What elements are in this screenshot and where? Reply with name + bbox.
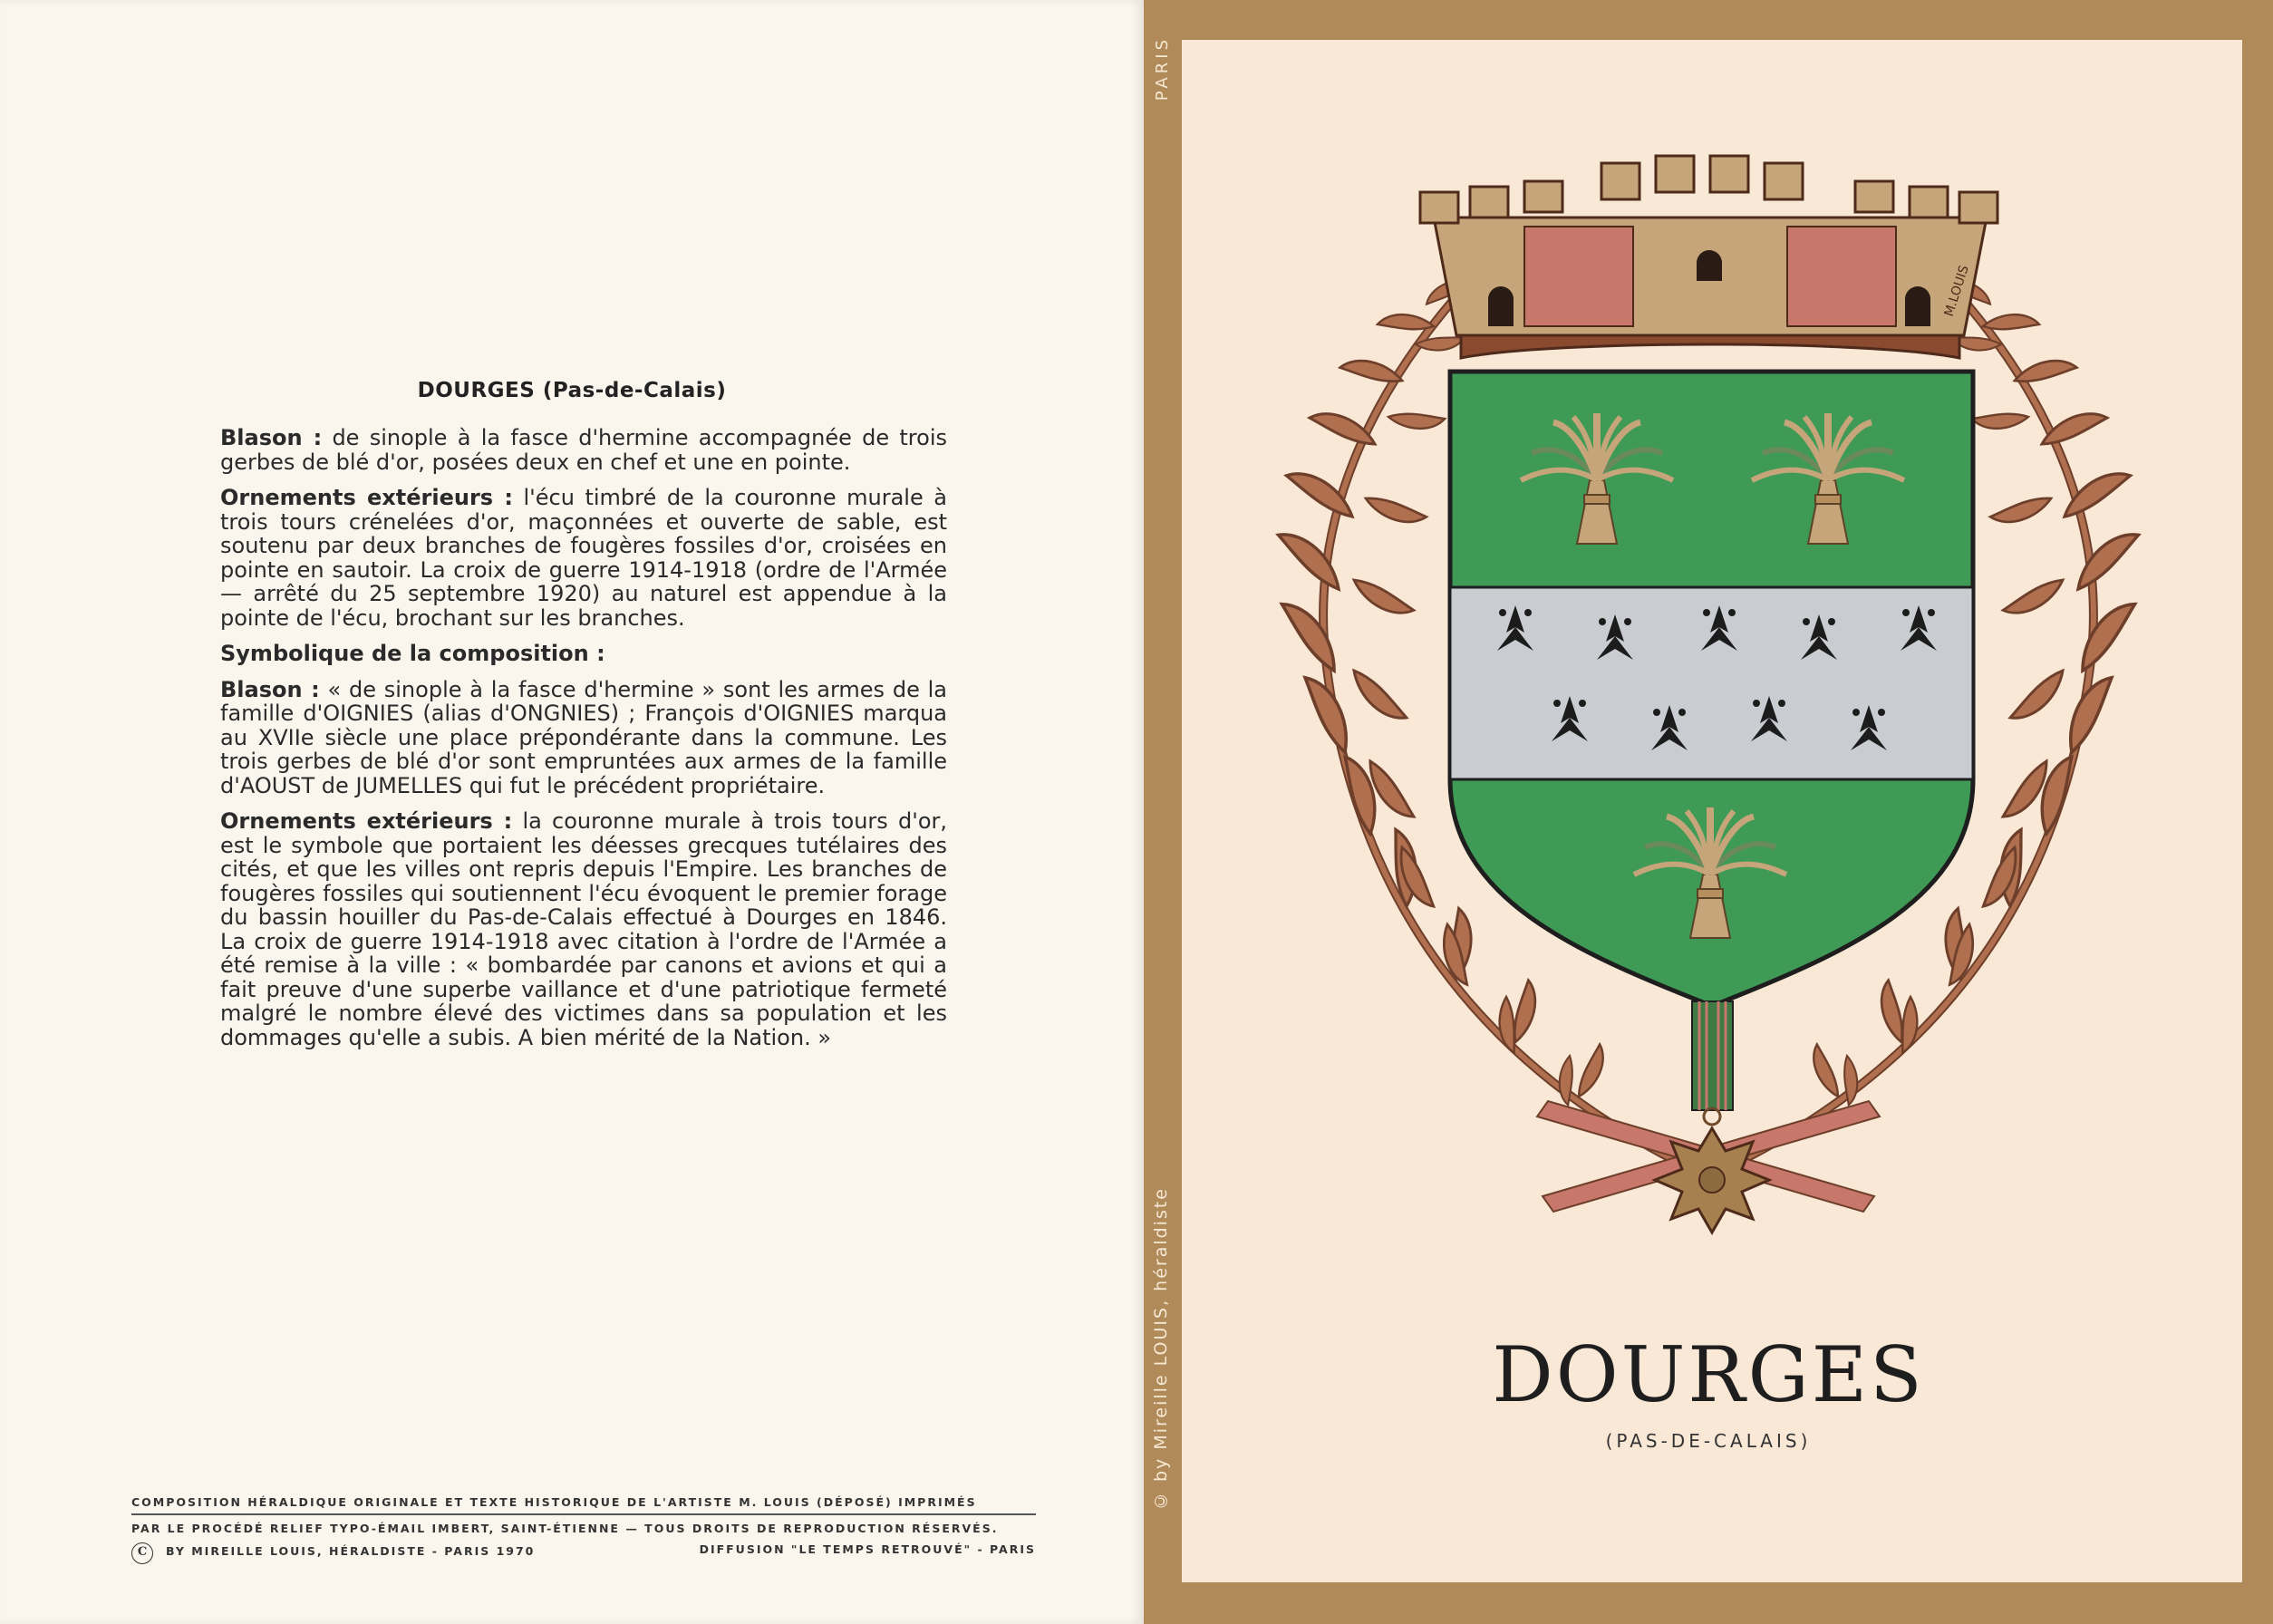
heading-title: DOURGES [417, 379, 536, 402]
paragraph [220, 678, 947, 798]
paragraph-label: Blason : [220, 676, 320, 702]
paragraph [220, 486, 947, 630]
side-text-bottom: © by Mireille LOUIS, héraldiste [1151, 1187, 1171, 1512]
paragraph [220, 426, 947, 474]
page-title: DOURGES [1492, 1330, 1925, 1419]
page-subtitle: (PAS-DE-CALAIS) [1605, 1430, 1812, 1452]
crown-signature: M.LOUIS [1941, 264, 1972, 319]
croix-de-guerre [1655, 1001, 1769, 1232]
colophon-left [131, 1542, 535, 1564]
mural-crown [1420, 156, 1997, 358]
paragraph-text: « de sinople à la fasce d'hermine » sont les armes de la famille d'OIGNIES (alias d'ONGNIES) ; François d'OIGNIES marqua au XVIIe siècle une place prépondérante dans la commune. Les trois gerbes de blé d'or sont empruntées aux armes de la famille d'AOUST de JUMELLES qui fut le précédent propriétaire. [220, 676, 948, 798]
section-heading: Symbolique de la composition : [220, 641, 605, 666]
page-heading [0, 379, 1144, 402]
paragraph-label: Ornements extérieurs : [220, 808, 513, 834]
paragraph [220, 642, 947, 666]
colophon-line: COMPOSITION HÉRALDIQUE ORIGINALE ET TEXTE HISTORIQUE DE L'ARTISTE M. LOUIS (DÉPOSÉ) IMPRIMÉS [131, 1495, 977, 1509]
divider [131, 1513, 1036, 1515]
colophon [131, 1495, 1036, 1564]
copyright-icon: C [131, 1542, 153, 1564]
colophon-right: DIFFUSION "LE TEMPS RETROUVÉ" - PARIS [699, 1542, 1036, 1556]
paragraph-text: la couronne murale à trois tours d'or, est le symbole que portaient les déesses grecques tutélaires des cités, et que les villes ont repris depuis l'Empire. Les branches de fougères fossiles qui soutiennent l'écu évoquent le premier forage du bassin houiller du Pas-de-Calais effectué à Dourges en 1846. La croix de guerre 1914-1918 avec citation à l'ordre de l'Armée a été remise à la ville : « bombardée par canons et avions et qui a fait preuve d'une superbe vaillance et d'une patriotique fermeté malgré le nombre élevé des victimes dans sa population et les dommages qu'elle a subis. A bien mérité de la Nation. » [220, 808, 948, 1050]
colophon-author: BY MIREILLE LOUIS, HÉRALDISTE - PARIS 1970 [166, 1544, 536, 1558]
body-text [220, 426, 947, 1061]
side-text-top: PARIS [1153, 36, 1172, 102]
colophon-line: PAR LE PROCÉDÉ RELIEF TYPO-ÉMAIL IMBERT, SAINT-ÉTIENNE — TOUS DROITS DE REPRODUCTION RÉSERVÉS. [131, 1522, 999, 1535]
paragraph-label: Blason : [220, 425, 323, 450]
coat-of-arms [1144, 0, 2273, 1314]
colophon-line [131, 1542, 1036, 1564]
paragraph-text: l'écu timbré de la couronne murale à trois tours crénelées d'or, maçonnées et ouverte de sable, est soutenu par deux branches de fougères fossiles d'or, croisées en pointe en sautoir. La croix de guerre 1914-1918 (ordre de l'Armée — arrêté du 25 septembre 1920) au naturel est appendue à la pointe de l'écu, brochant sur les branches. [220, 485, 947, 631]
paragraph-text: de sinople à la fasce d'hermine accompagnée de trois gerbes de blé d'or, posées deux en chef et une en pointe. [220, 425, 947, 475]
shield [1450, 372, 1973, 1006]
paragraph [220, 809, 947, 1049]
heading-subtitle: (Pas-de-Calais) [542, 379, 727, 402]
paragraph-label: Ornements extérieurs : [220, 485, 513, 510]
